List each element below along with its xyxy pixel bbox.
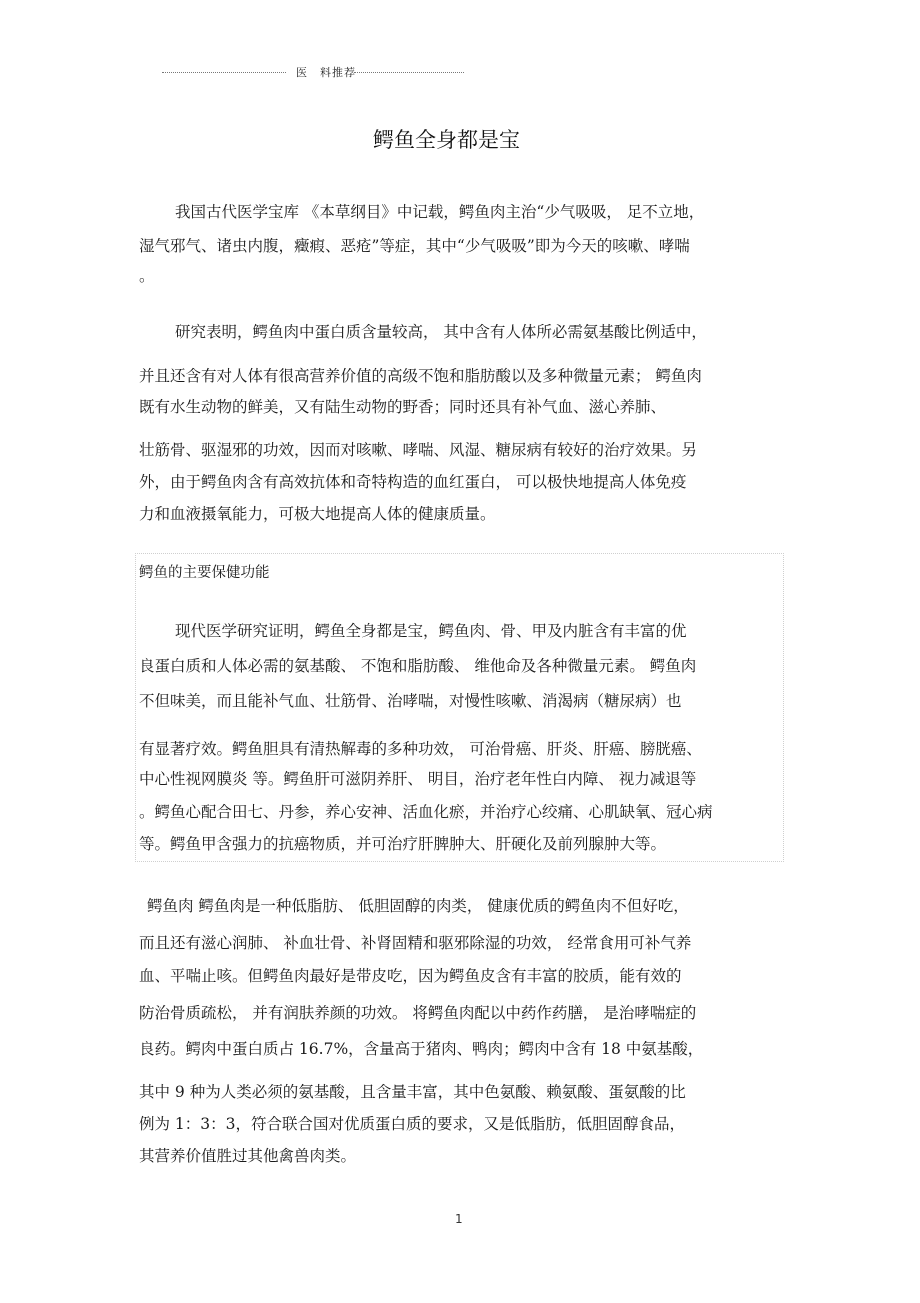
paragraph-3-line: 其中 9 种为人类必须的氨基酸，且含量丰富，其中色氨酸、赖氨酸、蛋氨酸的比 (139, 1083, 686, 1101)
paragraph-1-line: 我国古代医学宝库 《本草纲目》中记载，鳄鱼肉主治“少气吸吸， 足不立地， (175, 203, 705, 221)
paragraph-3-line: 血、平喘止咳。但鳄鱼肉最好是带皮吃，因为鳄鱼皮含有丰富的胶质，能有效的 (139, 967, 682, 985)
paragraph-2-line: 外，由于鳄鱼肉含有高效抗体和奇特构造的血红蛋白， 可以极快地提高人体免疫 (139, 473, 687, 491)
section-line: 良蛋白质和人体必需的氨基酸、 不饱和脂肪酸、 维他命及各种微量元素。 鳄鱼肉 (139, 657, 697, 675)
paragraph-2-line: 研究表明，鳄鱼肉中蛋白质含量较高， 其中含有人体所必需氨基酸比例适中， (175, 323, 707, 341)
document-title: 鳄鱼全身都是宝 (373, 128, 520, 152)
paragraph-3-line: 其营养价值胜过其他禽兽肉类。 (139, 1147, 357, 1165)
section-line: 。鳄鱼心配合田七、丹参，养心安神、活血化瘀，并治疗心绞痛、心肌缺氧、冠心病 (139, 803, 713, 821)
section-line: 有显著疗效。鳄鱼胆具有清热解毒的多种功效， 可治骨癌、肝炎、肝癌、膀胱癌、 (139, 740, 702, 758)
paragraph-2-line: 并且还含有对人体有很高营养价值的高级不饱和脂肪酸以及多种微量元素； 鳄鱼肉 (139, 367, 702, 385)
paragraph-2-line: 壮筋骨、驱湿邪的功效，因而对咳嗽、哮喘、风湿、糖尿病有较好的治疗效果。另 (139, 441, 698, 459)
paragraph-1-line: 湿气邪气、诸虫内腹，癥瘕、恶疮”等症，其中“少气吸吸”即为今天的咳嗽、哮喘 (139, 237, 690, 255)
paragraph-3-line: 而且还有滋心润肺、 补血壮骨、补肾固精和驱邪除湿的功效， 经常食用可补气养 (139, 934, 692, 952)
section-line: 等。鳄鱼甲含强力的抗癌物质，并可治疗肝脾肿大、肝硬化及前列腺肿大等。 (139, 835, 667, 853)
page-number: 1 (455, 1212, 463, 1226)
paragraph-2-line: 力和血液摄氧能力，可极大地提高人体的健康质量。 (139, 505, 496, 523)
paragraph-3-line: 良药。鳄肉中蛋白质占 16.7%，含量高于猪肉、鸭肉；鳄肉中含有 18 中氨基酸， (139, 1040, 704, 1058)
paragraph-3-line: 鳄鱼肉 鳄鱼肉是一种低脂肪、 低胆固醇的肉类， 健康优质的鳄鱼肉不但好吃， (147, 897, 689, 915)
section-line: 现代医学研究证明，鳄鱼全身都是宝，鳄鱼肉、骨、甲及内脏含有丰富的优 (175, 622, 687, 640)
header-rule-right (354, 72, 464, 73)
paragraph-1-line: 。 (139, 267, 155, 285)
header-label: 医 料推荐 (296, 66, 356, 79)
section-heading: 鳄鱼的主要保健功能 (139, 565, 270, 581)
section-line: 中心性视网膜炎 等。鳄鱼肝可滋阴养肝、 明目，治疗老年性白内障、 视力减退等 (139, 770, 697, 788)
paragraph-3-line: 例为 1：3：3，符合联合国对优质蛋白质的要求，又是低脂肪，低胆固醇食品， (139, 1115, 686, 1133)
paragraph-2-line: 既有水生动物的鲜美，又有陆生动物的野香；同时还具有补气血、滋心养肺、 (139, 398, 667, 416)
header-rule-left (162, 72, 286, 73)
paragraph-3-line: 防治骨质疏松， 并有润肤养颜的功效。 将鳄鱼肉配以中药作药膳， 是治哮喘症的 (139, 1004, 697, 1022)
section-line: 不但味美，而且能补气血、壮筋骨、治哮喘，对慢性咳嗽、消渴病（糖尿病）也 (139, 692, 682, 710)
